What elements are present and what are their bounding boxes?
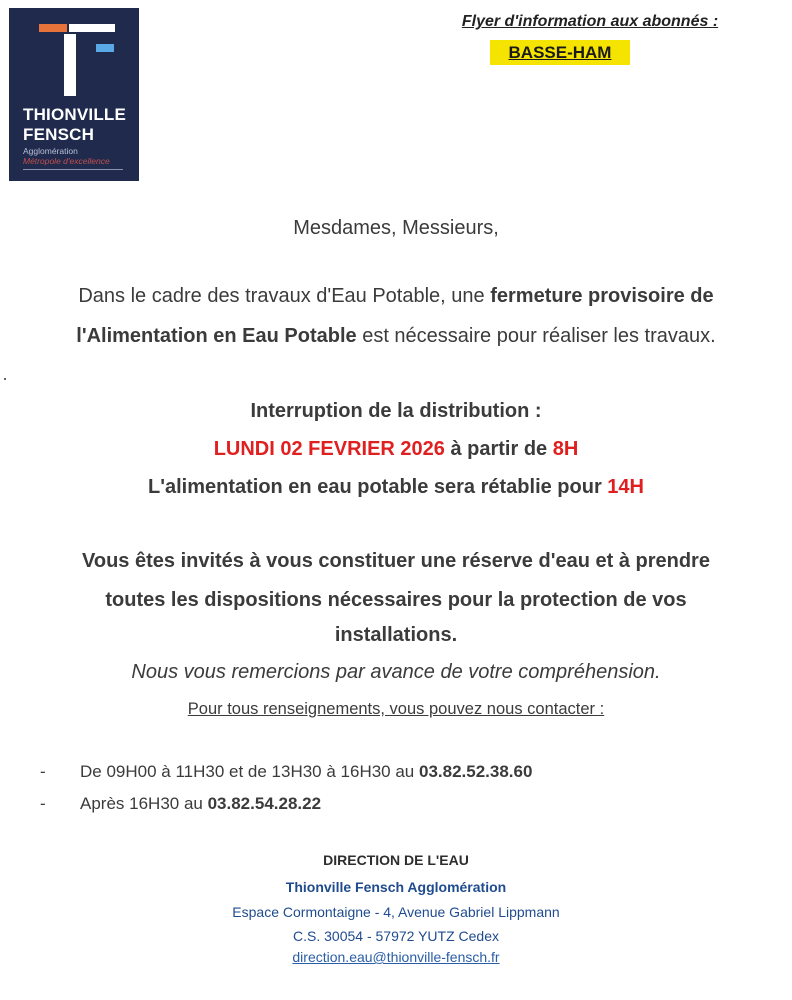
thanks-line: Nous vous remercions par avance de votre compréhension. bbox=[131, 661, 661, 683]
intro-line-2-text: est nécessaire pour réaliser les travaux. bbox=[356, 325, 716, 347]
logo-subtitle-1: Agglomération bbox=[23, 146, 78, 156]
town-badge: BASSE-HAM bbox=[490, 40, 630, 65]
contact-hours-text: De 09H00 à 11H30 et de 13H30 à 16H30 au bbox=[80, 762, 419, 781]
phone-number[interactable]: 03.82.54.28.22 bbox=[207, 794, 322, 813]
interruption-heading: Interruption de la distribution : bbox=[250, 400, 542, 422]
interruption-date: LUNDI 02 FEVRIER 2026 bbox=[213, 438, 445, 460]
list-dash: - bbox=[40, 794, 46, 813]
list-dash: - bbox=[40, 762, 46, 781]
footer-postal: C.S. 30054 - 57972 YUTZ Cedex bbox=[293, 928, 499, 944]
contact-list bbox=[40, 762, 532, 826]
flyer-title: Flyer d'information aux abonnés : bbox=[461, 13, 719, 30]
logo-subtitle-2: Métropole d'excellence bbox=[23, 156, 110, 166]
restore-line bbox=[0, 476, 792, 499]
logo-line-2: FENSCH bbox=[23, 125, 95, 144]
salutation: Mesdames, Messieurs, bbox=[293, 217, 499, 239]
footer-email-link[interactable]: direction.eau@thionville-fensch.fr bbox=[292, 949, 500, 965]
contact-hours-text: Après 16H30 au bbox=[80, 794, 208, 813]
phone-number[interactable]: 03.82.52.38.60 bbox=[419, 762, 533, 781]
thionville-fensch-logo bbox=[9, 8, 139, 181]
restore-hour: 14H bbox=[607, 476, 644, 498]
intro-line-1-bold: fermeture provisoire de bbox=[490, 285, 714, 307]
list-item bbox=[40, 794, 532, 826]
intro-line-2-bold: l'Alimentation en Eau Potable bbox=[76, 325, 357, 347]
stray-mark bbox=[4, 378, 6, 380]
from-text: à partir de bbox=[444, 438, 553, 460]
contact-heading: Pour tous renseignements, vous pouvez nous contacter : bbox=[187, 700, 605, 718]
footer-direction: DIRECTION DE L'EAU bbox=[323, 852, 469, 868]
logo-mark-icon bbox=[9, 8, 139, 108]
intro-line-2 bbox=[0, 325, 792, 348]
invite-line-3: installations. bbox=[334, 624, 458, 646]
interruption-date-line bbox=[0, 438, 792, 461]
logo-line-1: THIONVILLE bbox=[23, 105, 127, 124]
logo-divider bbox=[23, 169, 123, 170]
footer-organization: Thionville Fensch Agglomération bbox=[285, 879, 507, 895]
list-item bbox=[40, 762, 532, 794]
start-hour: 8H bbox=[552, 438, 579, 460]
footer-address: Espace Cormontaigne - 4, Avenue Gabriel Lippmann bbox=[232, 904, 560, 920]
intro-line-1-text: Dans le cadre des travaux d'Eau Potable, une bbox=[78, 285, 491, 307]
intro-line-1 bbox=[0, 285, 792, 308]
invite-line-2: toutes les dispositions nécessaires pour la protection de vos bbox=[105, 589, 687, 611]
invite-line-1: Vous êtes invités à vous constituer une réserve d'eau et à prendre bbox=[82, 550, 710, 572]
restore-text: L'alimentation en eau potable sera rétablie pour bbox=[147, 476, 608, 498]
